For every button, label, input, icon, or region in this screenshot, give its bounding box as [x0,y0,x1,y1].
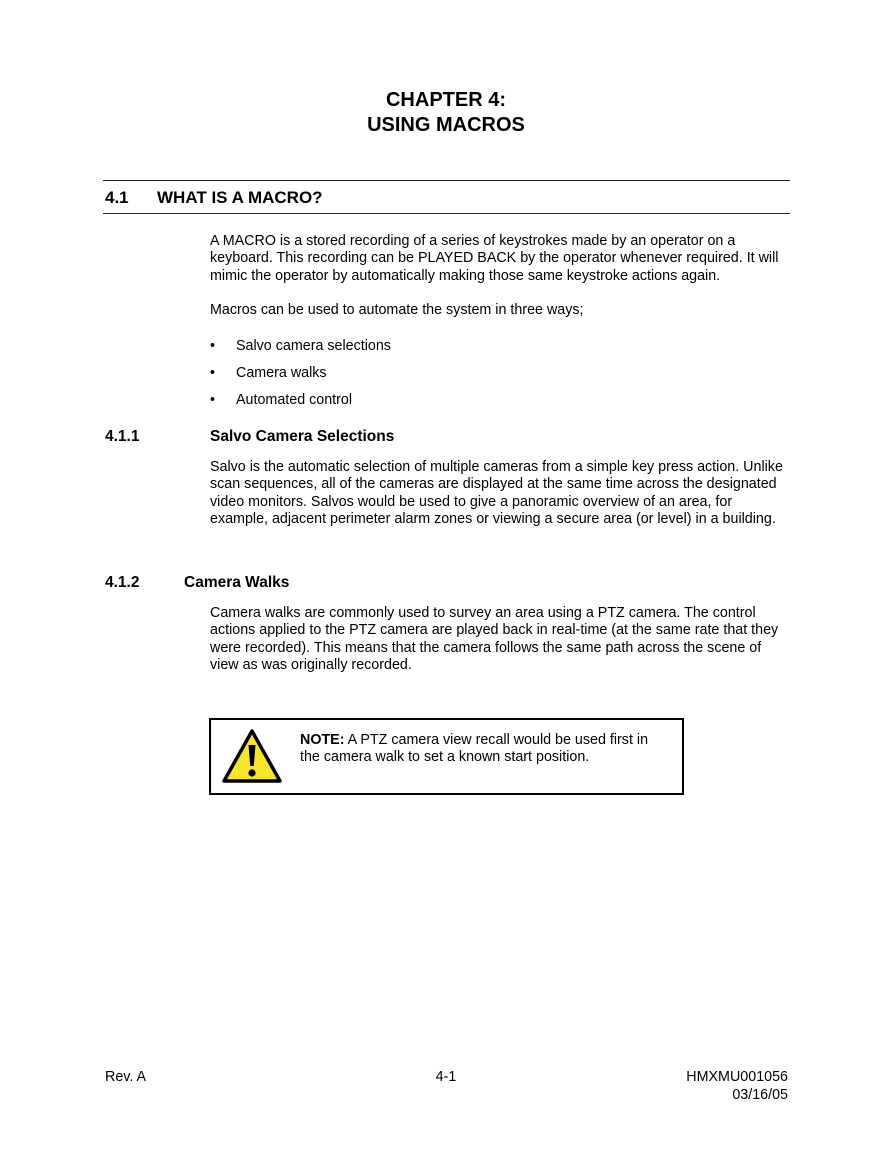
chapter-name: USING MACROS [367,114,525,136]
bullet-icon: • [210,365,216,381]
list-item [210,338,391,365]
footer-revision: Rev. A [105,1069,147,1085]
macro-uses-list [210,338,391,419]
note-text: A PTZ camera view recall would be used first in the camera walk to set a known start position. [300,732,649,766]
list-item-label: Automated control [236,392,353,408]
section-number: 4.1 [105,188,129,207]
footer-document-id: HMXMU001056 [686,1069,788,1085]
subsection-title: Camera Walks [184,574,290,591]
note-callout [209,718,684,795]
chapter-title [0,88,892,138]
subsection-number: 4.1.2 [105,574,140,591]
footer-date: 03/16/05 [732,1087,788,1103]
note-label: NOTE: [300,732,345,748]
warning-triangle-icon [221,728,283,784]
camera-walks-paragraph: Camera walks are commonly used to survey an area using a PTZ camera. The control actions applied to the PTZ camera are played back in real-time (at the same rate that they were recorded). This means that the camera follows the same path across the scene of view as was originally recorded. [210,605,779,673]
list-item [210,365,391,392]
note-body [300,732,670,767]
section-rule-top [103,180,790,181]
bullet-icon: • [210,392,216,408]
subsection-title: Salvo Camera Selections [210,428,395,445]
section-rule-bottom [103,213,790,214]
list-item-label: Salvo camera selections [236,338,391,354]
bullet-icon: • [210,338,216,354]
macro-uses-paragraph: Macros can be used to automate the system in three ways; [210,302,584,318]
chapter-number: CHAPTER 4: [385,89,506,111]
macro-definition-paragraph: A MACRO is a stored recording of a series of keystrokes made by an operator on a keyboard. This recording can be PLAYED BACK by the operator whenever required. It will mimic the operator by automatically making those same keystroke actions again. [210,233,779,284]
section-title: WHAT IS A MACRO? [157,188,323,207]
list-item-label: Camera walks [236,365,327,381]
salvo-paragraph: Salvo is the automatic selection of multiple cameras from a simple key press action. Unlike scan sequences, all of the cameras are displayed at the same time across the designated video monitors. Salvos would be used to give a panoramic overview of an area, for example, adjacent perimeter alarm zones or viewing a secure area (or level) in a building. [210,459,783,527]
subsection-number: 4.1.1 [105,428,140,445]
list-item [210,392,391,419]
footer-page-number: 4-1 [435,1069,457,1085]
